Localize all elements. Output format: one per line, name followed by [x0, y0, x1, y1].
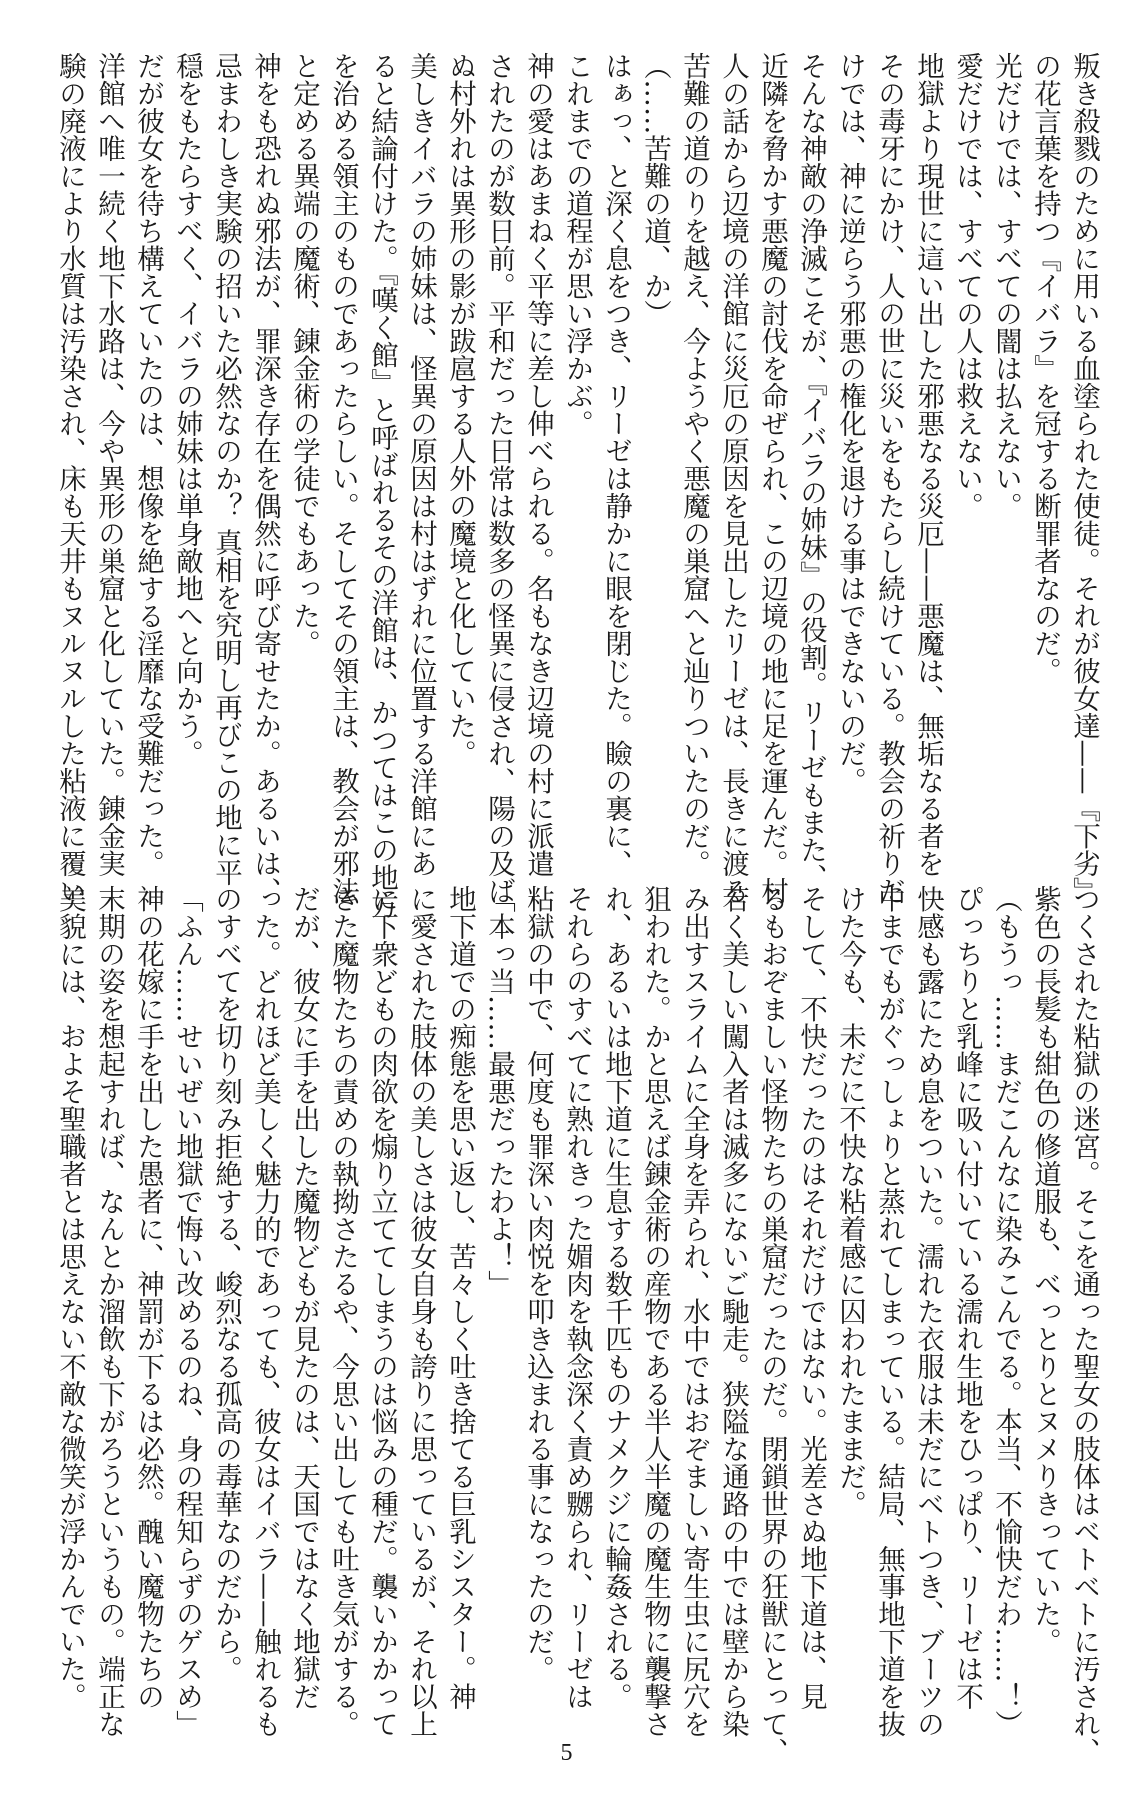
text-column: それらのすべてに熟れきった媚肉を執念深く責め嬲られ、リーゼは [561, 885, 593, 1710]
text-column: つくされた粘獄の迷宮。そこを通った聖女の肢体はベトベトに汚され、 [1068, 885, 1100, 1765]
text-column: と定める異端の魔術、錬金術の学徒でもあった。 [288, 52, 320, 657]
text-column: 地獄より現世に這い出した邪悪なる災厄——悪魔は、無垢なる者を [912, 52, 944, 877]
text-column: 験の廃液により水質は汚染され、床も天井もヌルヌルした粘液に覆い [54, 52, 86, 905]
text-column: 末期の姿を想起すれば、なんとか溜飲も下がろうというもの。端正な [93, 885, 125, 1738]
text-column: 粘獄の中で、何度も罪深い肉悦を叩き込まれる事になったのだ。 [522, 885, 554, 1683]
text-column: み出すスライムに全身を弄られ、水中ではおぞましい寄生虫に尻穴を [678, 885, 710, 1738]
text-column: の花言葉を持つ『イバラ』を冠する断罪者なのだ。 [1029, 52, 1061, 685]
text-column: 洋館へ唯一続く地下水路は、今や異形の巣窟と化していた。錬金実 [93, 52, 125, 877]
text-column: けた今も、未だに不快な粘着感に囚われたままだ。 [834, 885, 866, 1518]
text-column: を治める領主のものであったらしい。そしてその領主は、教会が邪法 [327, 52, 359, 905]
text-column: るもおぞましい怪物たちの巣窟だったのだ。閉鎖世界の狂獣にとって、 [756, 885, 788, 1765]
text-column: れ、あるいは地下道に生息する数千匹ものナメクジに輪姦される。 [600, 885, 632, 1710]
text-column: はぁっ、と深く息をつき、リーゼは静かに眼を閉じた。瞼の裏に、 [600, 52, 632, 877]
text-column: のすべてを切り刻み拒絶する、峻烈なる孤高の毒華なのだから。 [210, 885, 242, 1683]
text-column: に下衆どもの肉欲を煽り立ててしまうのは悩みの種だ。襲いかかって [366, 885, 398, 1738]
text-column: 光だけでは、すべての闇は払えない。 [990, 52, 1022, 520]
text-column: されたのが数日前。平和だった日常は数多の怪異に侵され、陽の及ば [483, 52, 515, 905]
text-column: った。どれほど美しく魅力的であっても、彼女はイバラ——触れるも [249, 885, 281, 1738]
text-block-top [43, 52, 1103, 919]
text-column: 快感も露にため息をついた。濡れた衣服は未だにベトつき、ブーツの [912, 885, 944, 1738]
text-column: だが、彼女に手を出した魔物どもが見たのは、天国ではなく地獄だ [288, 885, 320, 1710]
text-column: だが彼女を待ち構えていたのは、想像を絶する淫靡な受難だった。 [132, 52, 164, 877]
text-column: に愛された肢体の美しさは彼女自身も誇りに思っているが、それ以上 [405, 885, 437, 1738]
text-column: 紫色の長髪も紺色の修道服も、べっとりとヌメりきっていた。 [1029, 885, 1061, 1655]
text-column: （……苦難の道、か） [639, 52, 671, 327]
text-column: 若く美しい闖入者は滅多にないご馳走。狭隘な通路の中では壁から染 [717, 885, 749, 1738]
text-column: 苦難の道のりを越え、今ようやく悪魔の巣窟へと辿りついたのだ。 [678, 52, 710, 877]
text-column: 狙われた。かと思えば錬金術の産物である半人半魔の魔生物に襲撃さ [639, 885, 671, 1738]
text-column: （もうっ……まだこんなに染みこんでる。本当、不愉快だわ……！） [990, 885, 1022, 1738]
text-column: その毒牙にかけ、人の世に災いをもたらし続けている。教会の祈りだ [873, 52, 905, 905]
text-column: 地下道での痴態を思い返し、苦々しく吐き捨てる巨乳シスター。神 [444, 885, 476, 1710]
text-column: 「ふん……せいぜい地獄で悔い改めるのね、身の程知らずのゲスめ」 [171, 885, 203, 1738]
text-column: 忌まわしき実験の招いた必然なのか？ 真相を究明し再びこの地に平 [210, 52, 242, 886]
text-column: 神の花嫁に手を出した愚者に、神罰が下るは必然。醜い魔物たちの [132, 885, 164, 1710]
text-column: 神をも恐れぬ邪法が、罪深き存在を偶然に呼び寄せたか。あるいは、 [249, 52, 281, 905]
page-number: 5 [560, 1740, 573, 1766]
text-column: 叛き殺戮のために用いる血塗られた使徒。それが彼女達——『下劣』 [1068, 52, 1100, 905]
text-column: ぬ村外れは異形の影が跋扈する人外の魔境と化していた。 [444, 52, 476, 767]
text-column: 中までもがぐっしょりと蒸れてしまっている。結局、無事地下道を抜 [873, 885, 905, 1738]
text-column: これまでの道程が思い浮かぶ。 [561, 52, 593, 437]
text-column: 愛だけでは、すべての人は救えない。 [951, 52, 983, 520]
text-column: 穏をもたらすべく、イバラの姉妹は単身敵地へと向かう。 [171, 52, 203, 767]
text-column: けでは、神に逆らう邪悪の権化を退ける事はできないのだ。 [834, 52, 866, 795]
text-column: 神の愛はあまねく平等に差し伸べられる。名もなき辺境の村に派遣 [522, 52, 554, 877]
text-block-bottom [43, 885, 1103, 1765]
text-column: そして、不快だったのはそれだけではない。光差さぬ地下道は、見 [795, 885, 827, 1710]
text-column: ると結論付けた。『嘆く館』と呼ばれるその洋館は、かつてはこの地方 [366, 52, 398, 919]
text-column: 美しきイバラの姉妹は、怪異の原因は村はずれに位置する洋館にあ [405, 52, 437, 877]
text-column: 近隣を脅かす悪魔の討伐を命ぜられ、この辺境の地に足を運んだ。村 [756, 52, 788, 905]
text-column: 「本っ当……最悪だったわよ！」 [483, 885, 515, 1298]
text-column: そんな神敵の浄滅こそが、『イバラの姉妹』の役割。リーゼもまた、 [795, 52, 827, 891]
text-column: 美貌には、およそ聖職者とは思えない不敵な微笑が浮かんでいた。 [54, 885, 86, 1710]
text-column: 人の話から辺境の洋館に災厄の原因を見出したリーゼは、長きに渡る [717, 52, 749, 905]
text-column: きた魔物たちの責めの執拗さたるや、今思い出しても吐き気がする。 [327, 885, 359, 1738]
text-column: ぴっちりと乳峰に吸い付いている濡れ生地をひっぱり、リーゼは不 [951, 885, 983, 1710]
